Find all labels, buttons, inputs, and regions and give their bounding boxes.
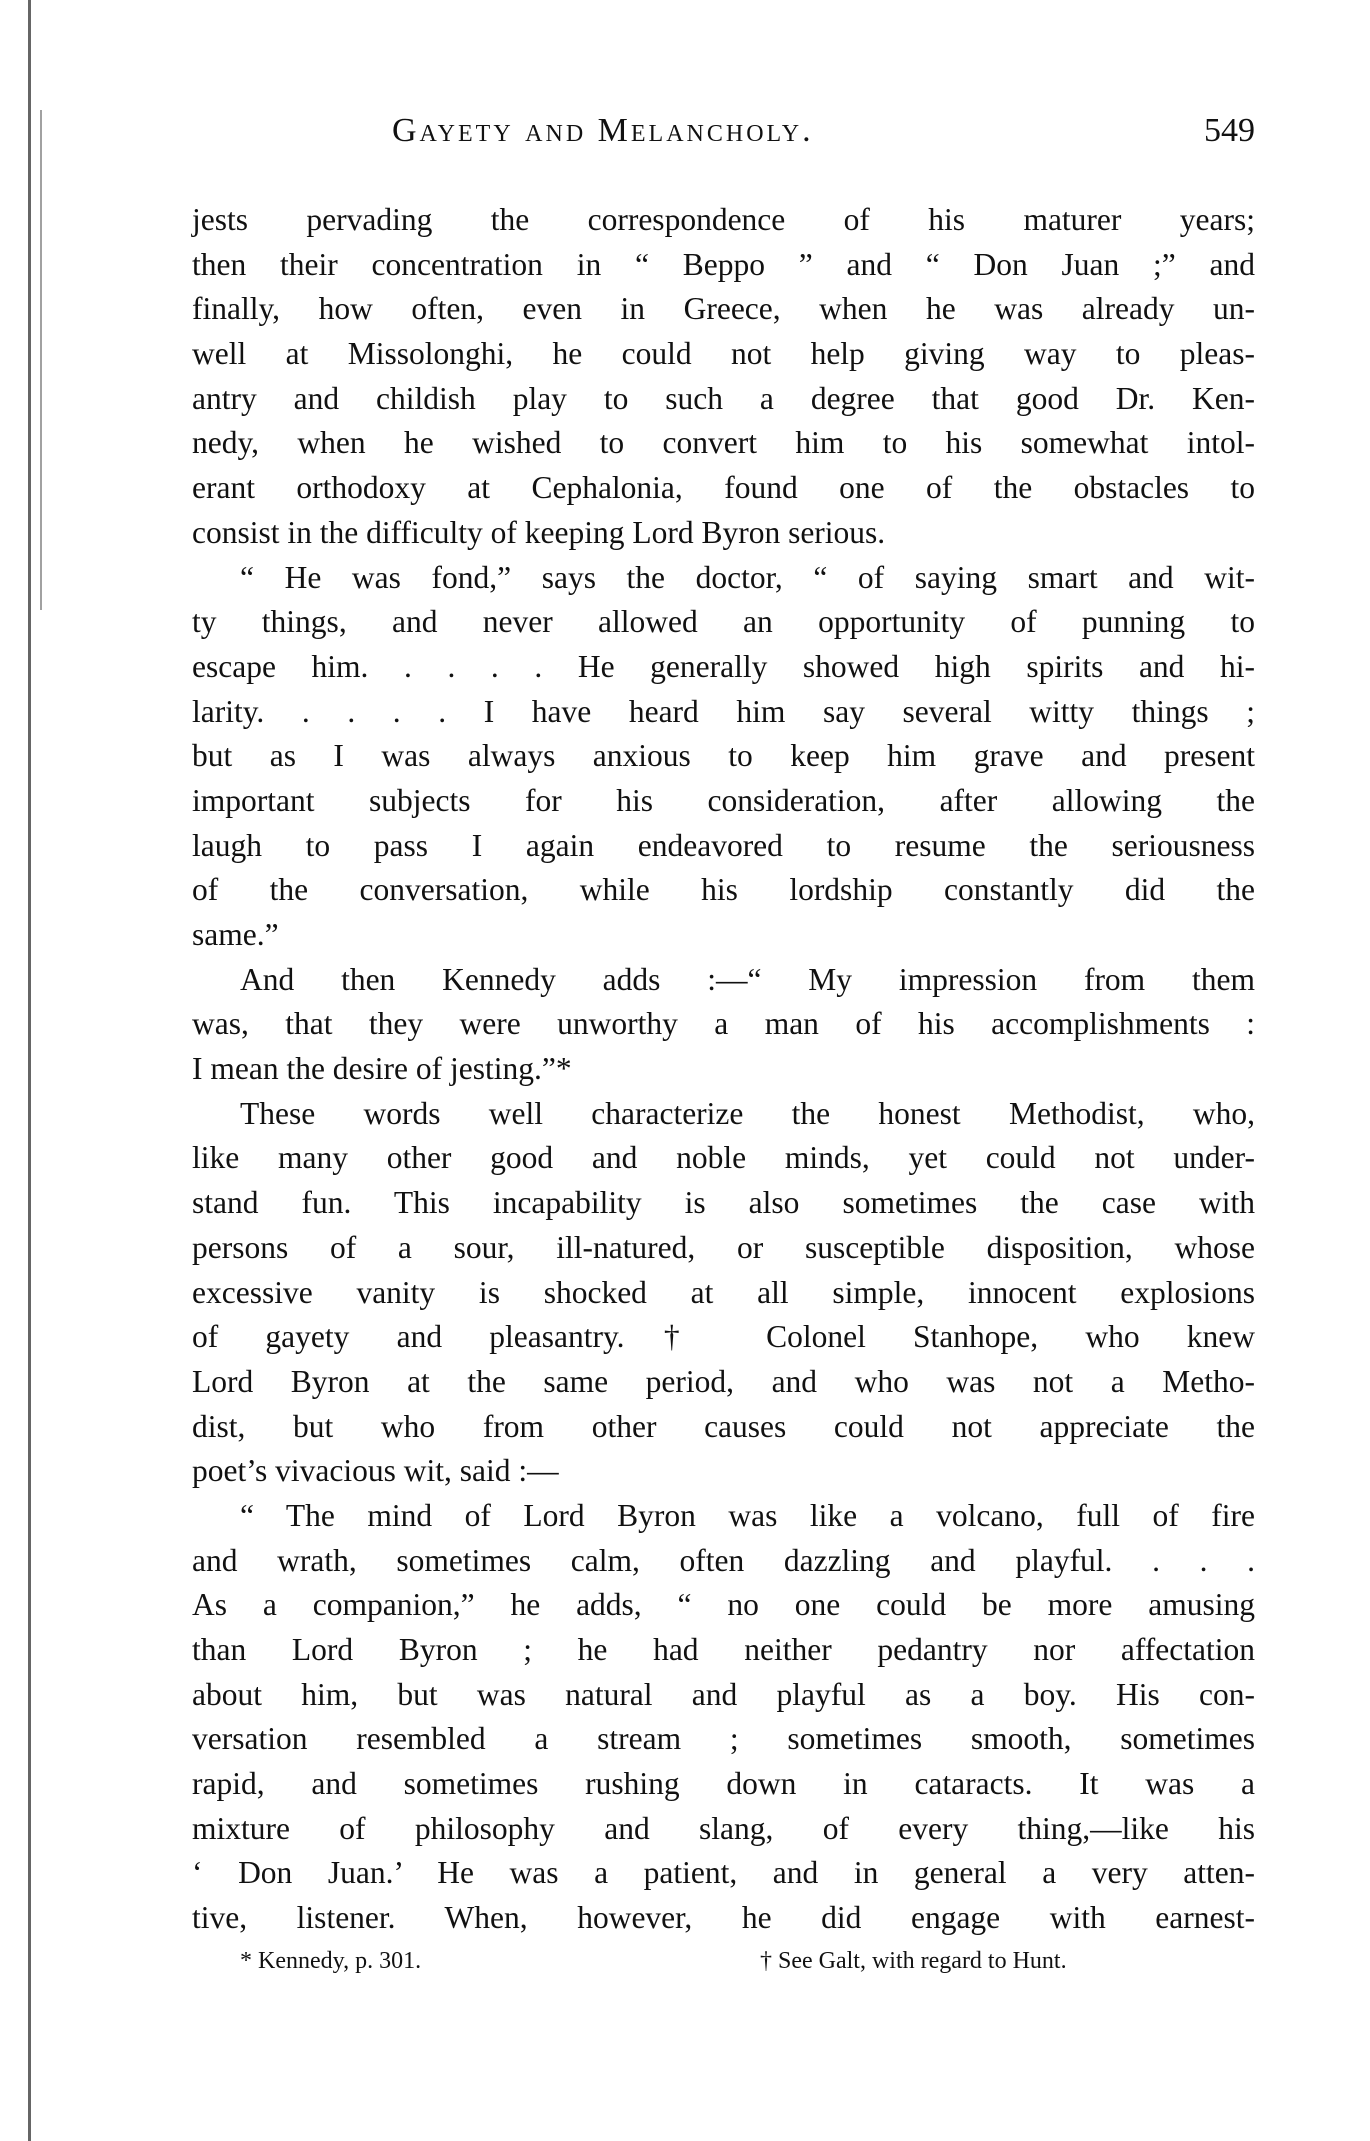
text-line: dist, but who from other causes could not appreciate the [192,1408,1255,1444]
text-line: ty things, and never allowed an opportunity of punning to [192,604,1255,640]
paragraph [192,1092,1255,1494]
footnote-galt: † See Galt, with regard to Hunt. [760,1948,1067,1974]
text-line: same.” [192,917,279,952]
text-line: well at Missolonghi, he could not help giving way to pleas- [192,336,1255,372]
scan-edge-inner [40,110,42,610]
text-line: important subjects for his consideration, after allowing the [192,782,1255,818]
text-line: consist in the difficulty of keeping Lord Byron serious. [192,514,886,550]
text-line: I mean the desire of jesting.”* [192,1051,572,1087]
text-line: And then Kennedy adds :—“ My impression from them [240,961,1255,997]
text-line: These words well characterize the honest Methodist, who, [240,1095,1255,1131]
text-line: stand fun. This incapability is also sometimes the case with [192,1185,1255,1221]
text-line: about him, but was natural and playful as a boy. His con- [192,1676,1255,1712]
text-line: finally, how often, even in Greece, when he was already un- [192,291,1255,327]
text-line: mixture of philosophy and slang, of every thing,—like his [192,1810,1255,1846]
page-number: 549 [1204,112,1255,149]
text-line: versation resembled a stream ; sometimes smooth, sometimes [192,1721,1255,1757]
running-title: Gayety and Melancholy. [392,112,814,149]
text-line: larity. . . . . I have heard him say several witty things ; [192,693,1255,729]
page-header [192,112,1255,162]
text-line: Lord Byron at the same period, and who was not a Metho- [192,1363,1255,1399]
text-line: of the conversation, while his lordship constantly did the [192,872,1255,908]
text-line: jests pervading the correspondence of his maturer years; [192,202,1255,237]
text-line: then their concentration in “ Beppo ” and “ Don Juan ;” and [192,246,1255,282]
paragraph [192,556,1255,958]
text-line: than Lord Byron ; he had neither pedantry nor affectation [192,1632,1255,1667]
paragraph [192,198,1255,556]
text-line: but as I was always anxious to keep him grave and present [192,738,1255,774]
text-line: was, that they were unworthy a man of his accomplishments : [192,1006,1255,1042]
text-line: erant orthodoxy at Cephalonia, found one of the obstacles to [192,470,1255,506]
text-line: escape him. . . . . He generally showed high spirits and hi- [192,648,1255,684]
text-line: nedy, when he wished to convert him to his somewhat intol- [192,425,1255,461]
text-line: antry and childish play to such a degree that good Dr. Ken- [192,380,1255,416]
text-line: and wrath, sometimes calm, often dazzling and playful. . . . [192,1542,1255,1578]
scan-edge [28,0,31,2141]
text-line: excessive vanity is shocked at all simple, innocent explosions [192,1274,1255,1310]
text-line: laugh to pass I again endeavored to resume the seriousness [192,827,1255,863]
text-line: persons of a sour, ill-natured, or susceptible disposition, whose [192,1229,1255,1265]
paragraph [192,1494,1255,1941]
footnote-kennedy: * Kennedy, p. 301. [240,1948,422,1974]
paragraph [192,958,1255,1092]
text-line: As a companion,” he adds, “ no one could be more amusing [192,1587,1255,1623]
text-line: like many other good and noble minds, yet could not under- [192,1140,1255,1176]
text-line: “ He was fond,” says the doctor, “ of saying smart and wit- [240,559,1255,595]
text-line: tive, listener. When, however, he did engage with earnest- [192,1900,1255,1936]
text-line: rapid, and sometimes rushing down in cataracts. It was a [192,1766,1255,1802]
text-line: of gayety and pleasantry.† Colonel Stanhope, who knew [192,1319,1255,1355]
text-line: poet’s vivacious wit, said :— [192,1453,559,1489]
body-text [192,198,1255,1941]
text-line: “ The mind of Lord Byron was like a volcano, full of fire [240,1497,1255,1533]
text-line: ‘ Don Juan.’ He was a patient, and in general a very atten- [192,1855,1255,1891]
